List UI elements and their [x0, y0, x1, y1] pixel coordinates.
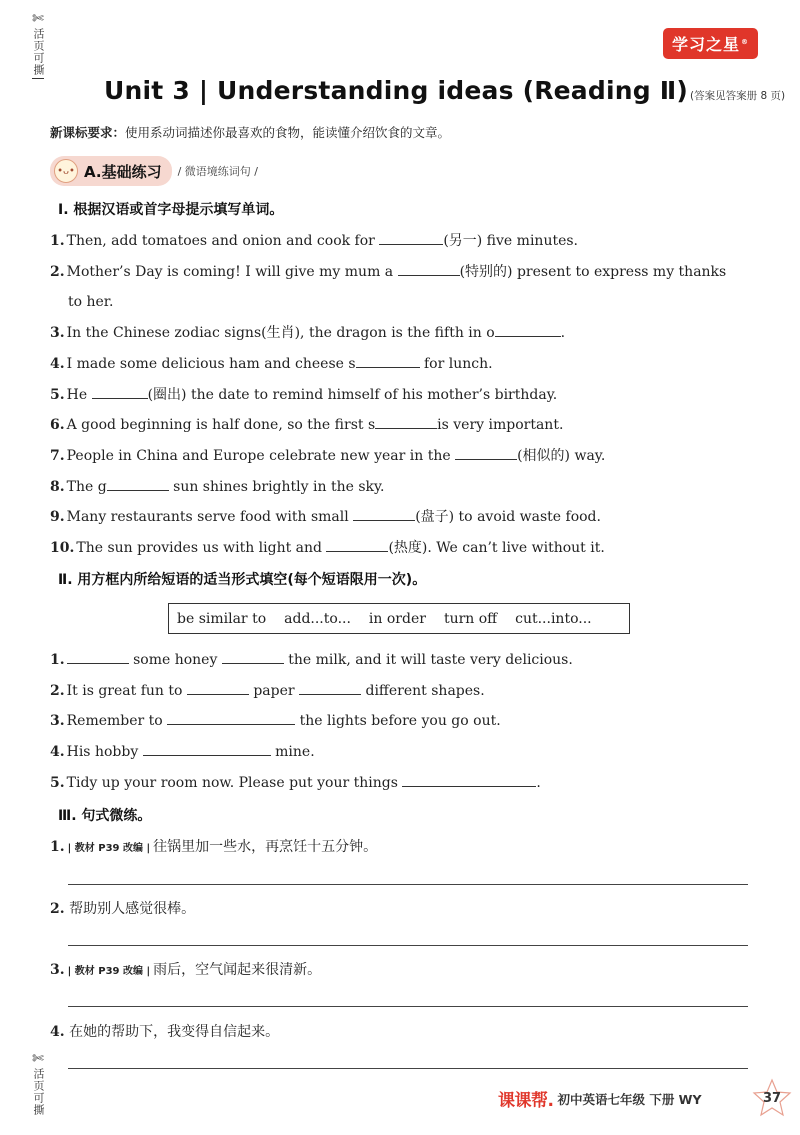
answer-blank[interactable]	[495, 323, 561, 337]
tear-tab-bottom	[26, 1052, 50, 1116]
answer-line[interactable]	[68, 945, 748, 946]
tear-tab-label: 活页可撕	[32, 28, 45, 76]
exercise-item: 10. The sun provides us with light and (热度). We can’t live without it.	[50, 540, 605, 556]
answer-blank[interactable]	[379, 231, 443, 245]
translation-item: 1. | 教材 P39 改编 | 往锅里加一些水，再烹饪十五分钟。	[50, 839, 378, 855]
phrase-item: turn off	[443, 610, 498, 627]
part1-heading: Ⅰ. 根据汉语或首字母提示填写单词。	[58, 202, 284, 218]
answer-blank[interactable]	[107, 477, 169, 491]
curriculum-standard: 新课标要求：使用系动词描述你最喜欢的食物，能读懂介绍饮食的文章。	[50, 125, 451, 140]
translation-item: 4. 在她的帮助下，我变得自信起来。	[50, 1024, 280, 1040]
exercise-item: 4. I made some delicious ham and cheese s for lunch.	[50, 356, 493, 372]
brand-logo: 学习之星®	[663, 28, 758, 59]
section-a-pill	[50, 156, 172, 186]
part3-heading: Ⅲ. 句式微练。	[58, 808, 152, 824]
answer-blank[interactable]	[92, 385, 148, 399]
answer-blank[interactable]	[356, 354, 420, 368]
answer-blank[interactable]	[143, 742, 271, 756]
answer-line[interactable]	[68, 1068, 748, 1069]
textbook-tag: | 教材 P39 改编 |	[67, 843, 151, 854]
smiley-icon: •ᴗ•	[54, 159, 78, 183]
exercise-item: 3. In the Chinese zodiac signs(生肖), the dragon is the fifth in o .	[50, 325, 566, 341]
answer-blank[interactable]	[222, 650, 284, 664]
exercise-item: 5. He (圈出) the date to remind himself of his mother’s birthday.	[50, 387, 558, 403]
tear-tab-top	[26, 12, 50, 79]
tear-tab-label: 活页可撕	[32, 1068, 45, 1116]
page-title	[104, 76, 785, 105]
unit-title: Unit 3 | Understanding ideas (Reading Ⅱ)	[104, 76, 689, 105]
answer-blank[interactable]	[375, 415, 437, 429]
answer-blank[interactable]	[67, 650, 129, 664]
phrase-item: in order	[368, 610, 426, 627]
answer-blank[interactable]	[402, 773, 536, 787]
phrase-item: cut...into...	[515, 610, 592, 627]
exercise-item: 1. Then, add tomatoes and onion and cook for (另一) five minutes.	[50, 233, 579, 249]
exercise-item: 4. His hobby mine.	[50, 744, 315, 760]
answer-line[interactable]	[68, 884, 748, 885]
answer-blank[interactable]	[326, 538, 388, 552]
section-a-subtitle: / 微语境练词句 /	[177, 165, 258, 178]
footer-book-title: 初中英语七年级 下册 WY	[557, 1091, 702, 1107]
phrase-item: be similar to	[177, 610, 267, 627]
answer-blank[interactable]	[455, 446, 517, 460]
footer-logo: 课课帮.	[498, 1091, 554, 1111]
answer-line[interactable]	[68, 1006, 748, 1007]
answer-blank[interactable]	[299, 681, 361, 695]
exercise-item: 3. Remember to the lights before you go out.	[50, 713, 501, 729]
translation-item: 3. | 教材 P39 改编 | 雨后，空气闻起来很清新。	[50, 962, 322, 978]
part2-heading: Ⅱ. 用方框内所给短语的适当形式填空(每个短语限用一次)。	[58, 572, 427, 588]
scissors-icon: ✄	[32, 11, 44, 27]
textbook-tag: | 教材 P39 改编 |	[67, 966, 151, 977]
exercise-item: 2. Mother’s Day is coming! I will give my mum a (特别的) present to express my thanks	[50, 264, 727, 280]
answer-blank[interactable]	[187, 681, 249, 695]
scissors-icon: ✄	[32, 1051, 44, 1067]
page-number: 37	[752, 1078, 792, 1118]
section-a-label: A.基础练习	[84, 162, 162, 181]
exercise-item: 6. A good beginning is half done, so the first s is very important.	[50, 417, 564, 433]
answer-blank[interactable]	[353, 507, 415, 521]
exercise-item: 1. some honey the milk, and it will taste very delicious.	[50, 652, 573, 668]
answer-blank[interactable]	[167, 711, 295, 725]
exercise-item: 9. Many restaurants serve food with small (盘子) to avoid waste food.	[50, 509, 601, 525]
exercise-item: 7. People in China and Europe celebrate new year in the (相似的) way.	[50, 448, 606, 464]
section-a-header	[50, 156, 258, 186]
phrase-box	[168, 603, 630, 634]
exercise-item: 8. The g sun shines brightly in the sky.	[50, 479, 385, 495]
exercise-item-continued: to her.	[68, 294, 114, 310]
exercise-item: 2. It is great fun to paper different shapes.	[50, 683, 485, 699]
footer	[498, 1086, 702, 1111]
exercise-item: 5. Tidy up your room now. Please put your things .	[50, 775, 541, 791]
answer-note: (答案见答案册 8 页)	[690, 90, 786, 102]
tear-tab-mark	[32, 78, 44, 79]
translation-item: 2. 帮助别人感觉很棒。	[50, 901, 196, 917]
phrase-item: add...to...	[284, 610, 351, 627]
answer-blank[interactable]	[398, 262, 460, 276]
